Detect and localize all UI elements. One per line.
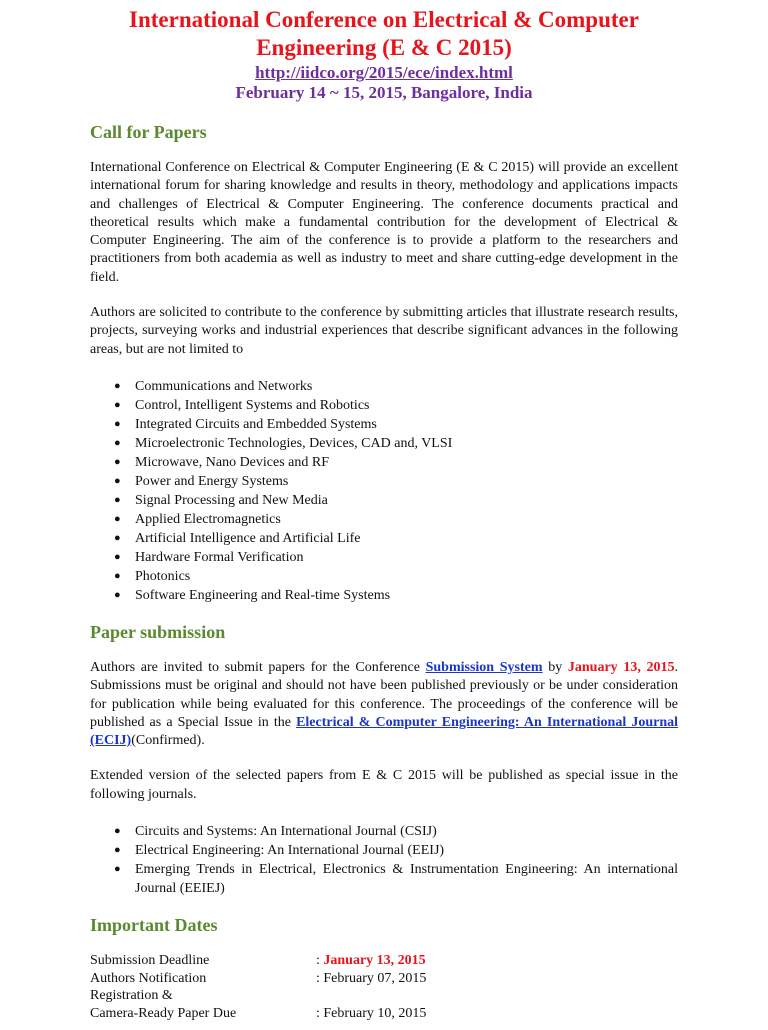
ecij-journal-link[interactable]: Electrical & Computer Engineering: An International Journal (ECIJ) (90, 714, 678, 749)
bullet-icon: ● (114, 825, 121, 838)
bullet-icon: ● (114, 588, 121, 601)
bullet-icon: ● (114, 417, 121, 430)
table-row (90, 1005, 678, 1023)
list-item: ● Applied Electromagnetics (114, 511, 281, 527)
list-item: ● Microelectronic Technologies, Devices, CAD and, VLSI (114, 435, 453, 451)
submission-system-link[interactable]: Submission System (425, 659, 543, 675)
bullet-icon: ● (114, 398, 121, 411)
date-label: Authors Notification (90, 970, 207, 986)
date-label: Registration & (90, 988, 173, 1004)
bullet-icon: ● (114, 474, 121, 487)
bullet-icon: ● (114, 550, 121, 563)
important-dates-heading: Important Dates (90, 915, 218, 936)
list-item: ● Software Engineering and Real-time Systems (114, 587, 391, 603)
paper-submission-heading: Paper submission (90, 621, 226, 642)
conference-url (90, 63, 678, 83)
list-item: ● Integrated Circuits and Embedded Systems (114, 416, 377, 432)
table-row (90, 952, 678, 970)
list-item: ● Photonics (114, 568, 191, 584)
table-row (90, 970, 678, 988)
important-dates-table (90, 952, 678, 1022)
paper-submission-paragraph-1: Authors are invited to submit papers for the Conference Submission System by January 13, 2015. Submissions must be original and should not have been published previously or be under consideration for publication while being evaluated for this conference. The proceedings of the conference will be published as a Special Issue in the Electrical & Computer Engineering: An International Journal (ECIJ)(Confirmed). (90, 659, 678, 749)
conference-dates-location: February 14 ~ 15, 2015, Bangalore, India (235, 83, 533, 102)
bullet-icon: ● (114, 493, 121, 506)
bullet-icon: ● (114, 844, 121, 857)
topics-list (90, 377, 678, 605)
bullet-icon: ● (114, 569, 121, 582)
date-value: : February 07, 2015 (316, 970, 427, 986)
date-label: Submission Deadline (90, 953, 210, 969)
list-item: ● Hardware Formal Verification (114, 549, 304, 565)
bullet-icon: ● (114, 379, 121, 392)
list-item: ● Microwave, Nano Devices and RF (114, 454, 330, 470)
bullet-icon: ● (114, 436, 121, 449)
date-label: Camera-Ready Paper Due (90, 1005, 237, 1021)
submission-deadline-highlight: January 13, 2015 (567, 659, 675, 675)
list-item: ● Artificial Intelligence and Artificial Life (114, 530, 361, 546)
list-item: ● Communications and Networks (114, 378, 313, 394)
conference-title-line1: International Conference on Electrical & Computer (129, 7, 639, 32)
list-item: ● Electrical Engineering: An International Journal (EEIJ) (114, 843, 445, 859)
conference-title (90, 6, 678, 62)
conference-title-line2: Engineering (E & C 2015) (256, 35, 512, 60)
journals-list (90, 822, 678, 898)
bullet-icon: ● (114, 531, 121, 544)
bullet-icon: ● (114, 863, 121, 876)
conference-url-link[interactable]: http://iidco.org/2015/ece/index.html (255, 63, 513, 82)
list-item: ● Power and Energy Systems (114, 473, 289, 489)
date-value: : February 10, 2015 (316, 1005, 427, 1021)
list-item: ● Circuits and Systems: An International Journal (CSIJ) (114, 824, 437, 840)
paper-submission-paragraph-2: Extended version of the selected papers from E & C 2015 will be published as special issue in the following journals. (90, 768, 678, 802)
bullet-icon: ● (114, 455, 121, 468)
list-item: ● Signal Processing and New Media (114, 492, 328, 508)
call-for-papers-paragraph-1: International Conference on Electrical & Computer Engineering (E & C 2015) will provide an excellent international forum for sharing knowledge and results in theory, methodology and applications impacts and challenges of Electrical & Computer Engineering. The conference documents practical and theoretical results which make a fundamental contribution for the development of Electrical & Computer Engineering. The aim of the conference is to provide a platform to the researchers and practitioners from both academia as well as industry to meet and share cutting-edge development in the field. (90, 160, 678, 285)
call-for-papers-paragraph-2: Authors are solicited to contribute to the conference by submitting articles that illustrate research results, projects, surveying works and industrial experiences that describe significant advances in the following areas, but are not limited to (90, 305, 678, 357)
list-item: ● Control, Intelligent Systems and Robotics (114, 397, 370, 413)
table-row (90, 987, 678, 1005)
list-item: ● Emerging Trends in Electrical, Electronics & Instrumentation Engineering: An international Journal (EEIEJ) (114, 862, 678, 897)
date-value: : January 13, 2015 (316, 953, 426, 969)
bullet-icon: ● (114, 512, 121, 525)
call-for-papers-heading: Call for Papers (90, 122, 207, 142)
document-page (0, 6, 768, 1030)
